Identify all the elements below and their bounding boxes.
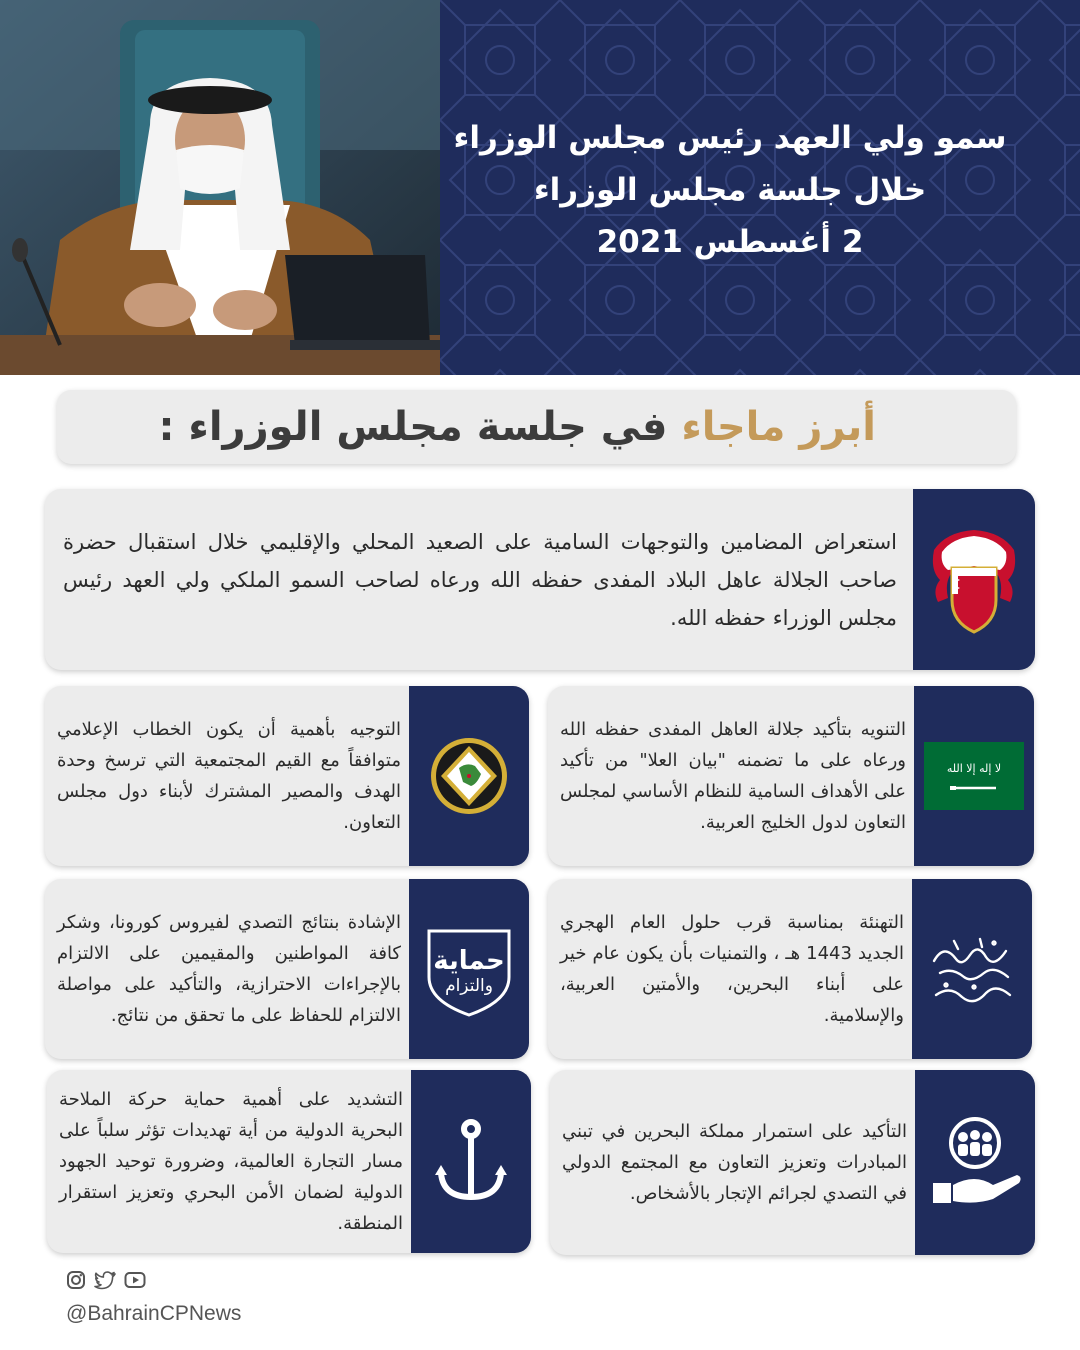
card-text [57,879,401,1059]
instagram-icon[interactable] [66,1270,86,1290]
header-title-line-3: 2 أغسطس 2021 [596,224,864,260]
card-text [560,879,904,1059]
bahrain-coat-of-arms-icon [926,520,1022,640]
card-text-content: التنويه بتأكيد جلالة العاهل المفدى حفظه الله ورعاه على ما تضمنه "بيان العلا" من تأكيد على الأهداف السامية للنظام الأساسي لمجلس التعاون لدول الخليج العربية. [560,719,906,833]
card-icon-panel [409,879,529,1059]
card-icon-panel [914,686,1034,866]
hijri-new-year-calligraphy-icon [924,921,1020,1017]
gcc-emblem-icon [429,736,509,816]
card-text [63,489,897,670]
card-text-content: استعراض المضامين والتوجهات السامية على الصعيد المحلي والإقليمي خلال استقبال حضرة صاحب الجلالة عاهل البلاد المفدى حفظه الله ورعاه لصاحب السمو الملكي ولي العهد رئيس مجلس الوزراء حفظه الله. [63,529,897,630]
header-title [430,112,1030,268]
card-text-content: التهنئة بمناسبة قرب حلول العام الهجري الجديد 1443 هـ ، والتمنيات بأن يكون عام خير على أبناء البحرين، والأمتين العربية، والإسلامية. [560,912,904,1026]
highlight-card-6 [550,1070,1035,1255]
twitter-icon[interactable] [94,1270,116,1290]
section-heading-accent: أبرز ماجاء [681,404,876,450]
svg-text:لا إله إلا الله: لا إله إلا الله [946,762,1002,775]
card-icon-panel [411,1070,531,1253]
highlight-card-3 [45,686,529,866]
youtube-icon[interactable] [124,1271,146,1289]
highlight-card-7 [47,1070,531,1253]
badge-line-1: حماية [433,946,505,976]
social-handle[interactable]: @BahrainCPNews [66,1302,242,1325]
card-text [57,686,401,866]
section-heading [57,390,1016,464]
highlight-card-2 [548,686,1034,866]
badge-line-2: والتزام [445,976,493,996]
card-text [560,686,906,866]
card-text-content: الإشادة بنتائج التصدي لفيروس كورونا، وشكر كافة المواطنين والمقيمين على الالتزام بالإجراءات الاحترازية، والتأكيد على مواصلة الالتزام للحفاظ على ما تحقق من نتائج. [57,912,401,1026]
highlight-card-5 [45,879,529,1059]
crown-prince-photo [0,0,440,375]
saudi-flag-icon [924,742,1024,810]
card-icon-panel [913,489,1035,670]
header-title-line-1: سمو ولي العهد رئيس مجلس الوزراء [453,120,1007,156]
card-icon-panel [912,879,1032,1059]
social-links [66,1270,146,1290]
card-text-content: التشديد على أهمية حماية حركة الملاحة البحرية الدولية من أية تهديدات تؤثر سلباً على مسار التجارة العالمية، وضرورة توحيد الجهود الدولية لضمان الأمن البحري وتعزيز استقرار المنطقة. [59,1089,403,1234]
card-text-content: التوجيه بأهمية أن يكون الخطاب الإعلامي متوافقاً مع القيم المجتمعية التي ترسخ وحدة الهدف والمصير المشترك لأبناء دول مجلس التعاون. [57,719,401,833]
hand-protecting-people-icon [925,1113,1025,1213]
highlight-card-1 [45,489,1035,670]
header-title-line-2: خلال جلسة مجلس الوزراء [533,172,927,208]
card-text-content: التأكيد على استمرار مملكة البحرين في تبني المبادرات وتعزيز التعاون مع المجتمع الدولي في التصدي لجرائم الإتجار بالأشخاص. [562,1121,907,1204]
card-icon-panel [409,686,529,866]
header-banner [0,0,1080,375]
anchor-icon [431,1117,511,1207]
section-heading-rest: في جلسة مجلس الوزراء : [158,404,682,450]
card-text [59,1070,403,1253]
card-icon-panel [915,1070,1035,1255]
highlight-card-4 [548,879,1032,1059]
card-text [562,1070,907,1255]
protection-commitment-shield-icon [419,919,519,1019]
